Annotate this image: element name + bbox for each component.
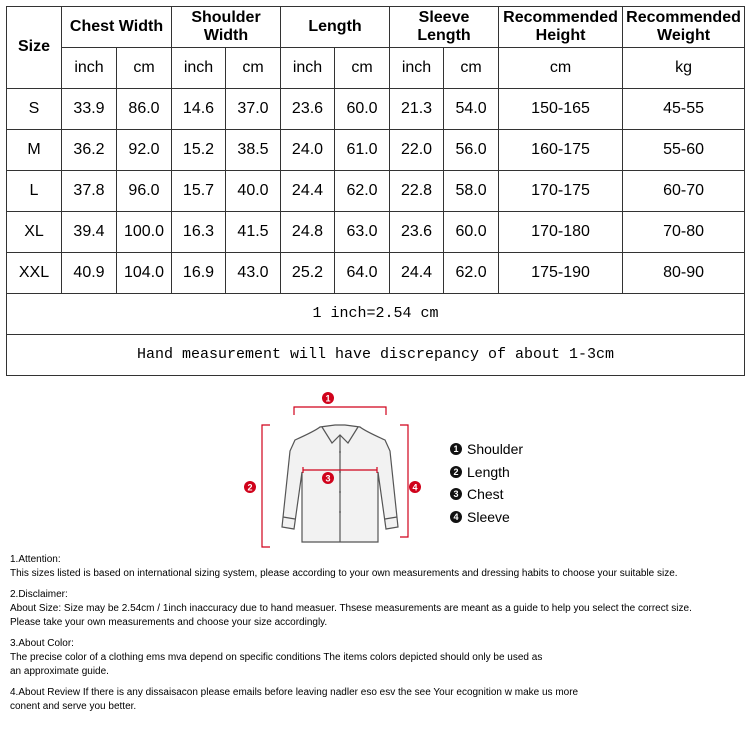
unit-inch: inch: [172, 48, 226, 89]
chest-cm-cell: 104.0: [117, 253, 172, 294]
height-cell: 160-175: [499, 130, 623, 171]
size-cell: XL: [7, 212, 62, 253]
height-cell: 175-190: [499, 253, 623, 294]
shoulder-cm-cell: 43.0: [226, 253, 281, 294]
length-inch-cell: 24.4: [281, 171, 335, 212]
sleeve-inch-cell: 24.4: [390, 253, 444, 294]
chest-inch-cell: 40.9: [62, 253, 117, 294]
length-inch-cell: 24.8: [281, 212, 335, 253]
notes-section: [10, 553, 745, 721]
height-unit: cm: [499, 48, 623, 89]
weight-unit: kg: [623, 48, 745, 89]
chest-cm-cell: 100.0: [117, 212, 172, 253]
chest-inch-cell: 37.8: [62, 171, 117, 212]
disclaimer-text: Please take your own measurements and choose your size accordingly.: [10, 617, 328, 628]
sleeve-inch-cell: 22.8: [390, 171, 444, 212]
shoulder-inch-cell: 16.9: [172, 253, 226, 294]
unit-inch: inch: [62, 48, 117, 89]
shoulder-inch-cell: 15.2: [172, 130, 226, 171]
sleeve-inch-cell: 21.3: [390, 89, 444, 130]
length-header: Length: [281, 7, 390, 48]
shoulder-width-header: Shoulder Width: [172, 7, 281, 48]
shirt-illustration: [282, 425, 398, 542]
table-row: [7, 89, 745, 130]
sleeve-cm-cell: 62.0: [444, 253, 499, 294]
weight-cell: 60-70: [623, 171, 745, 212]
shoulder-inch-cell: 14.6: [172, 89, 226, 130]
size-chart-table: [6, 6, 745, 376]
size-cell: S: [7, 89, 62, 130]
weight-cell: 45-55: [623, 89, 745, 130]
length-cm-cell: 60.0: [335, 89, 390, 130]
legend-number: 2: [450, 466, 462, 478]
shoulder-measure-line: [294, 407, 386, 415]
unit-inch: inch: [281, 48, 335, 89]
table-row: [7, 253, 745, 294]
legend-number: 4: [450, 511, 462, 523]
sleeve-inch-cell: 23.6: [390, 212, 444, 253]
size-cell: M: [7, 130, 62, 171]
chest-inch-cell: 33.9: [62, 89, 117, 130]
conversion-note: 1 inch=2.54 cm: [7, 294, 745, 335]
legend-label: Length: [467, 463, 510, 480]
size-cell: XXL: [7, 253, 62, 294]
disclaimer-title: 2.Disclaimer:: [10, 589, 68, 600]
chest-cm-cell: 86.0: [117, 89, 172, 130]
weight-cell: 55-60: [623, 130, 745, 171]
length-inch-cell: 23.6: [281, 89, 335, 130]
length-inch-cell: 25.2: [281, 253, 335, 294]
unit-cm: cm: [117, 48, 172, 89]
shoulder-inch-cell: 16.3: [172, 212, 226, 253]
shoulder-cm-cell: 41.5: [226, 212, 281, 253]
size-header: Size: [7, 7, 62, 89]
chest-width-header: Chest Width: [62, 7, 172, 48]
discrepancy-row: [7, 335, 745, 376]
table-row: [7, 130, 745, 171]
height-cell: 170-180: [499, 212, 623, 253]
length-inch-cell: 24.0: [281, 130, 335, 171]
color-note: [10, 637, 745, 679]
length-cm-cell: 62.0: [335, 171, 390, 212]
legend-number: 3: [450, 488, 462, 500]
sleeve-cm-cell: 60.0: [444, 212, 499, 253]
legend-number: 1: [450, 443, 462, 455]
review-text: 4.About Review If there is any dissaisacon please emails before leaving nadler eso esv the see Your ecognition w make us more: [10, 687, 579, 698]
unit-row: [7, 48, 745, 89]
legend-item-length: [450, 461, 523, 484]
legend-label: Sleeve: [467, 508, 510, 525]
attention-title: 1.Attention:: [10, 554, 61, 565]
svg-text:2: 2: [247, 482, 253, 493]
legend-item-sleeve: [450, 506, 523, 529]
sleeve-measure-line: [400, 425, 408, 537]
marker-4: [409, 481, 421, 493]
recommended-weight-header: Recommended Weight: [623, 7, 745, 48]
unit-inch: inch: [390, 48, 444, 89]
chest-cm-cell: 96.0: [117, 171, 172, 212]
legend-label: Shoulder: [467, 441, 524, 458]
legend-item-shoulder: [450, 438, 523, 461]
marker-2: [244, 481, 256, 493]
sleeve-cm-cell: 58.0: [444, 171, 499, 212]
length-cm-cell: 63.0: [335, 212, 390, 253]
review-note: [10, 686, 745, 714]
color-text: an approximate guide.: [10, 666, 109, 677]
sleeve-cm-cell: 54.0: [444, 89, 499, 130]
color-title: 3.About Color:: [10, 638, 74, 649]
sleeve-inch-cell: 22.0: [390, 130, 444, 171]
shirt-measurement-diagram: [240, 387, 440, 557]
weight-cell: 70-80: [623, 212, 745, 253]
marker-1: [322, 392, 334, 404]
attention-text: This sizes listed is based on international sizing system, please according to your own measurements and dressing habits to choose your suitable size.: [10, 568, 678, 579]
shoulder-inch-cell: 15.7: [172, 171, 226, 212]
disclaimer-text: About Size: Size may be 2.54cm / 1inch inaccuracy due to hand measuer. Thsese measurements are meant as a guide to help you select the correct size.: [10, 603, 692, 614]
svg-text:3: 3: [325, 473, 331, 484]
height-cell: 170-175: [499, 171, 623, 212]
shoulder-cm-cell: 40.0: [226, 171, 281, 212]
shoulder-cm-cell: 37.0: [226, 89, 281, 130]
unit-cm: cm: [444, 48, 499, 89]
discrepancy-note: Hand measurement will have discrepancy of about 1-3cm: [7, 335, 745, 376]
unit-cm: cm: [226, 48, 281, 89]
legend-item-chest: [450, 483, 523, 506]
length-measure-line: [262, 425, 270, 547]
table-row: [7, 171, 745, 212]
chest-cm-cell: 92.0: [117, 130, 172, 171]
marker-3: [322, 472, 334, 484]
size-cell: L: [7, 171, 62, 212]
sleeve-cm-cell: 56.0: [444, 130, 499, 171]
shoulder-cm-cell: 38.5: [226, 130, 281, 171]
diagram-legend: [450, 438, 523, 528]
color-text: The precise color of a clothing ems mva depend on specific conditions The items colors depicted should only be used as: [10, 652, 543, 663]
svg-text:4: 4: [412, 482, 418, 493]
table-row: [7, 212, 745, 253]
conversion-row: [7, 294, 745, 335]
disclaimer-note: [10, 588, 745, 630]
attention-note: [10, 553, 745, 581]
recommended-height-header: Recommended Height: [499, 7, 623, 48]
legend-label: Chest: [467, 486, 504, 503]
chest-inch-cell: 36.2: [62, 130, 117, 171]
review-text: conent and serve you better.: [10, 701, 137, 712]
length-cm-cell: 61.0: [335, 130, 390, 171]
height-cell: 150-165: [499, 89, 623, 130]
unit-cm: cm: [335, 48, 390, 89]
header-row: [7, 7, 745, 48]
sleeve-length-header: Sleeve Length: [390, 7, 499, 48]
length-cm-cell: 64.0: [335, 253, 390, 294]
svg-text:1: 1: [325, 393, 331, 404]
chest-inch-cell: 39.4: [62, 212, 117, 253]
weight-cell: 80-90: [623, 253, 745, 294]
